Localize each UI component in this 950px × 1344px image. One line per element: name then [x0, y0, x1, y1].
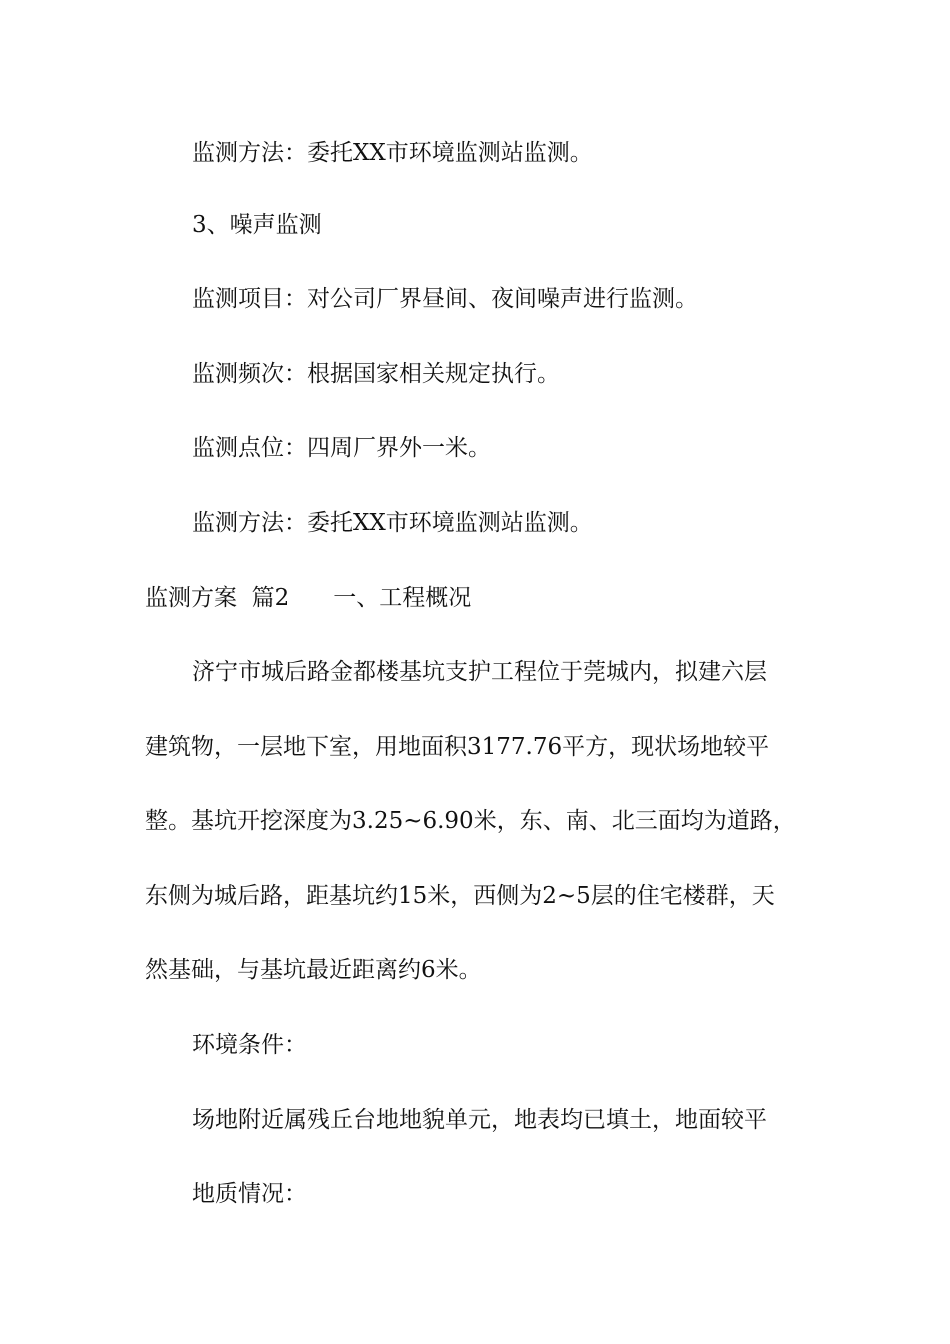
section-title: 监测方案 篇2: [145, 585, 290, 611]
monitoring-frequency-line: 监测频次：根据国家相关规定执行。: [192, 361, 560, 387]
section-heading: [145, 584, 471, 612]
body-line-3: 整。基坑开挖深度为3.25~6.90米，东、南、北三面均为道路，: [145, 808, 796, 834]
monitoring-items-line: 监测项目：对公司厂界昼间、夜间噪声进行监测。: [192, 286, 698, 312]
env-conditions-text: 场地附近属残丘台地地貌单元，地表均已填土，地面较平: [192, 1107, 767, 1133]
body-line-5: 然基础，与基坑最近距离约6米。: [145, 957, 482, 983]
env-conditions-label: 环境条件：: [192, 1032, 307, 1058]
monitoring-points-line: 监测点位：四周厂界外一米。: [192, 435, 491, 461]
body-line-2: 建筑物，一层地下室，用地面积3177.76平方，现状场地较平: [145, 734, 770, 760]
noise-monitoring-heading: 3、噪声监测: [192, 212, 322, 238]
body-line-1: 济宁市城后路金都楼基坑支护工程位于莞城内，拟建六层: [192, 659, 767, 685]
section-subtitle: 一、工程概况: [333, 585, 472, 611]
monitoring-method-line-2: 监测方法：委托XX市环境监测站监测。: [192, 510, 593, 536]
geology-label: 地质情况：: [192, 1181, 307, 1207]
monitoring-method-line: 监测方法：委托XX市环境监测站监测。: [192, 140, 593, 166]
body-line-4: 东侧为城后路，距基坑约15米，西侧为2~5层的住宅楼群，天: [145, 883, 775, 909]
